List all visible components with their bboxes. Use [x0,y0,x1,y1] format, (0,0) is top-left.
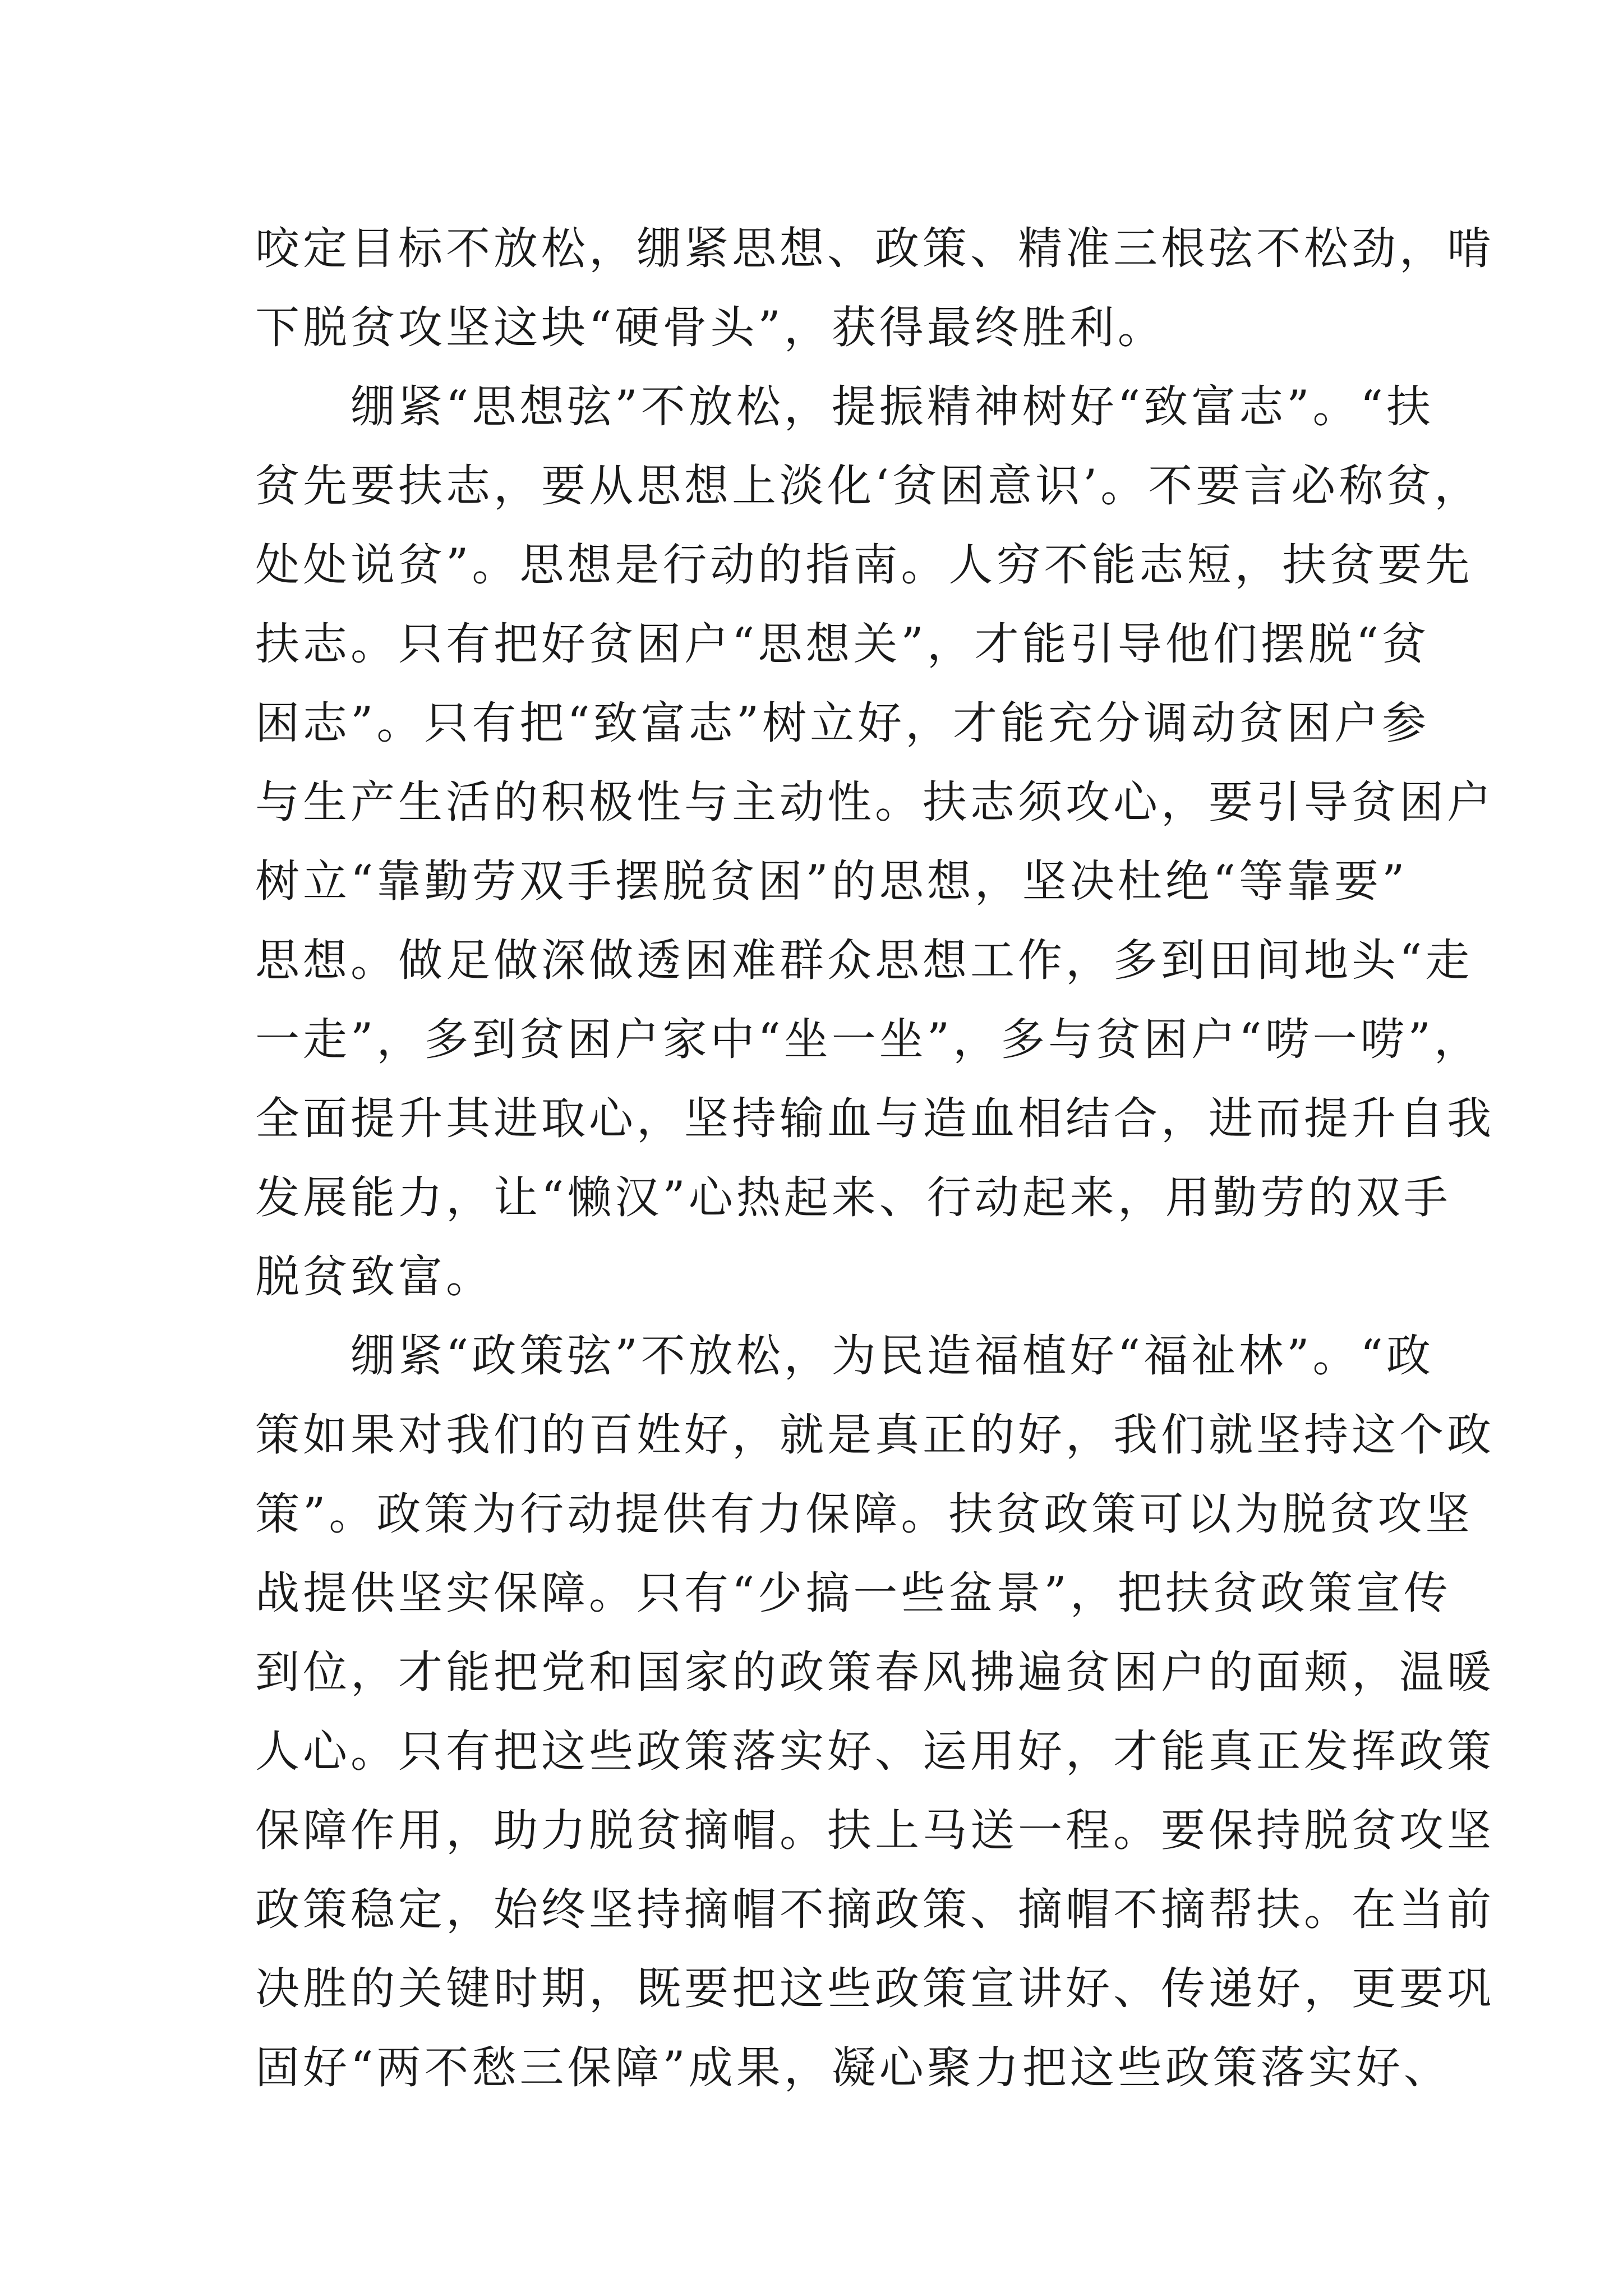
text-line-24: 固好“两不愁三保障”成果，凝心聚力把这些政策落实好、 [255,2042,1451,2093]
text-line-14: 脱贫致富。 [255,1251,494,1303]
text-line-6: 扶志。只有把好贫困户“思想关”，才能引导他们摆脱“贫 [255,618,1430,670]
text-line-2: 下脱贫攻坚这块“硬骨头”，获得最终胜利。 [255,302,1165,353]
text-line-15: 绷紧“政策弦”不放松，为民造福植好“福祉林”。“政 [255,1330,1434,1382]
text-line-3: 绷紧“思想弦”不放松，提振精神树好“致富志”。“扶 [255,381,1434,432]
text-line-12: 全面提升其进取心，坚持输血与造血相结合，进而提升自我 [255,1093,1495,1144]
text-line-8: 与生产生活的积极性与主动性。扶志须攻心，要引导贫困户 [255,776,1495,828]
text-line-21: 保障作用，助力脱贫摘帽。扶上马送一程。要保持脱贫攻坚 [255,1805,1495,1856]
text-line-10: 思想。做足做深做透困难群众思想工作，多到田间地头“走 [255,935,1473,986]
document-body [255,209,1495,2108]
text-line-4: 贫先要扶志，要从思想上淡化‘贫困意识’。不要言必称贫， [255,460,1482,512]
text-line-17: 策”。政策为行动提供有力保障。扶贫政策可以为脱贫攻坚 [255,1488,1473,1540]
text-line-16: 策如果对我们的百姓好，就是真正的好，我们就坚持这个政 [255,1409,1495,1461]
text-line-9: 树立“靠勤劳双手摆脱贫困”的思想，坚决杜绝“等靠要” [255,855,1408,907]
text-line-19: 到位，才能把党和国家的政策春风拂遍贫困户的面颊，温暖 [255,1646,1495,1698]
text-line-23: 决胜的关键时期，既要把这些政策宣讲好、传递好，更要巩 [255,1963,1495,2014]
text-line-22: 政策稳定，始终坚持摘帽不摘政策、摘帽不摘帮扶。在当前 [255,1884,1495,1935]
text-line-7: 困志”。只有把“致富志”树立好，才能充分调动贫困户参 [255,697,1430,749]
text-line-1: 咬定目标不放松，绷紧思想、政策、精准三根弦不松劲，啃 [255,223,1495,274]
text-line-5: 处处说贫”。思想是行动的指南。人穷不能志短，扶贫要先 [255,539,1473,591]
text-line-18: 战提供坚实保障。只有“少搞一些盆景”，把扶贫政策宣传 [255,1567,1451,1619]
text-line-11: 一走”，多到贫困户家中“坐一坐”，多与贫困户“唠一唠”， [255,1014,1482,1065]
text-line-20: 人心。只有把这些政策落实好、运用好，才能真正发挥政策 [255,1726,1495,1777]
text-line-13: 发展能力，让“懒汉”心热起来、行动起来，用勤劳的双手 [255,1172,1451,1223]
